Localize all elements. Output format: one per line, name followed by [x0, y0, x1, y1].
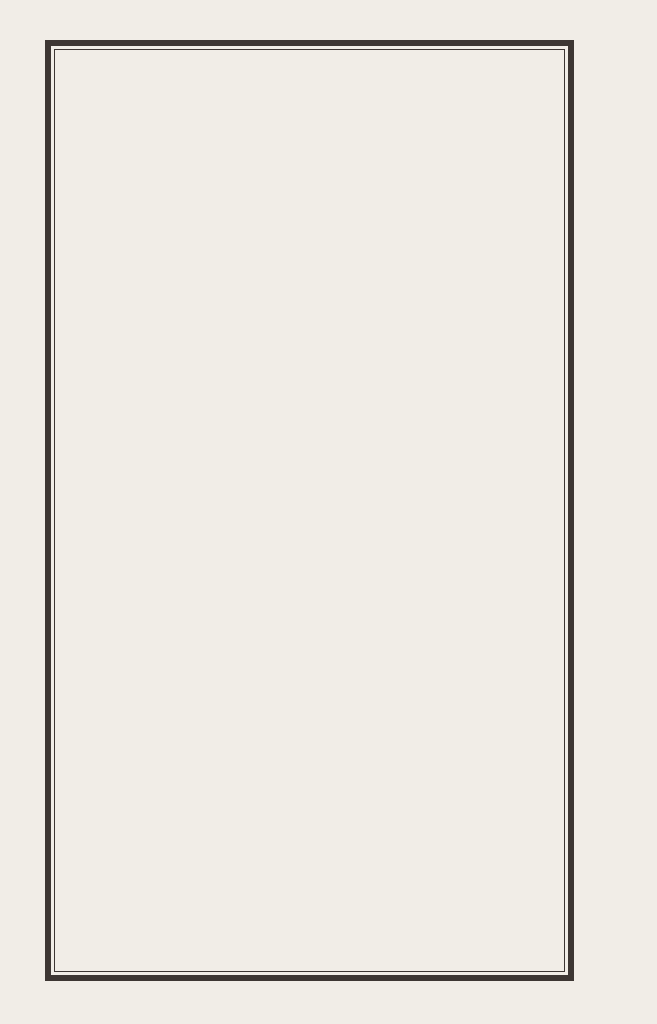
menu-content: [85, 80, 555, 163]
inner-border: [54, 49, 565, 972]
section-header: [85, 116, 555, 145]
